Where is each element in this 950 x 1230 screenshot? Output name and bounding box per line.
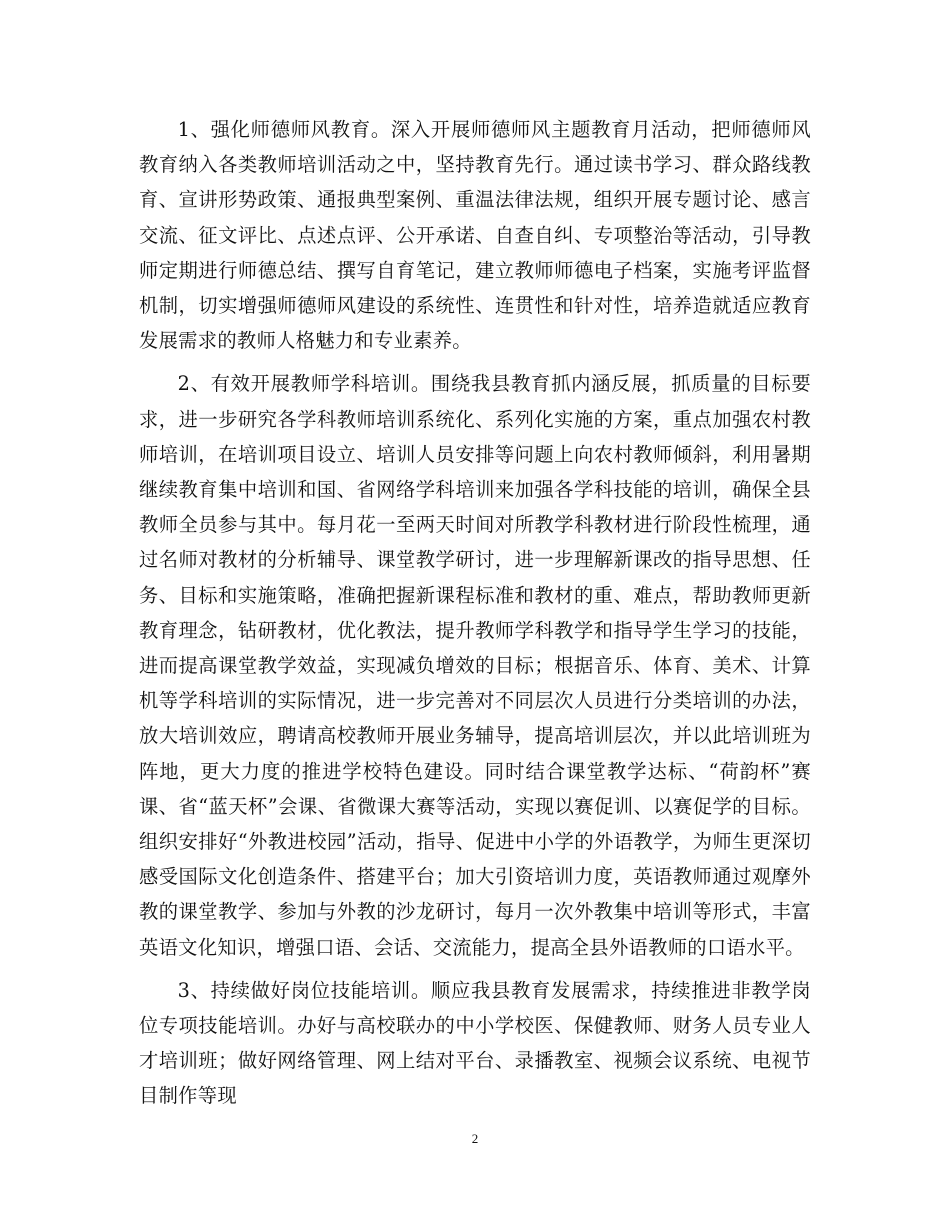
paragraph-1: 1、强化师德师风教育。深入开展师德师风主题教育月活动，把师德师风教育纳入各类教师培训活动之中，坚持教育先行。通过读书学习、群众路线教育、宣讲形势政策、通报典型案例、重温法律法规，组织开展专题讨论、感言交流、征文评比、点述点评、公开承诺、自查自纠、专项整治等活动，引导教师定期进行师德总结、撰写自育笔记，建立教师师德电子档案，实施考评监督机制，切实增强师德师风建设的系统性、连贯性和针对性，培养造就适应教育发展需求的教师人格魅力和专业素养。 (139, 118, 811, 353)
paragraph-2: 2、有效开展教师学科培训。围绕我县教育抓内涵反展，抓质量的目标要求，进一步研究各学科教师培训系统化、系列化实施的方案，重点加强农村教师培训，在培训项目设立、培训人员安排等问题上向农村教师倾斜，利用暑期继续教育集中培训和国、省网络学科培训来加强各学科技能的培训，确保全县教师全员参与其中。每月花一至两天时间对所教学科教材进行阶段性梳理，通过名师对教材的分析辅导、课堂教学研讨，进一步理解新课改的指导思想、任务、目标和实施策略，准确把握新课程标准和教材的重、难点，帮助教师更新教育理念，钻研教材，优化教法，提升教师学科教学和指导学生学习的技能，进而提高课堂教学效益，实现减负增效的目标；根据音乐、体育、美术、计算机等学科培训的实际情况，进一步完善对不同层次人员进行分类培训的办法，放大培训效应，聘请高校教师开展业务辅导，提高培训层次，并以此培训班为阵地，更大力度的推进学校特色建设。同时结合课堂教学达标、“荷韵杯”赛课、省“蓝天杯”会课、省微课大赛等活动，实现以赛促训、以赛促学的目标。组织安排好“外教进校园”活动，指导、促进中小学的外语教学，为师生更深切感受国际文化创造条件、搭建平台；加大引资培训力度，英语教师通过观摩外教的课堂教学、参加与外教的沙龙研讨，每月一次外教集中培训等形式，丰富英语文化知识，增强口语、会话、交流能力，提高全县外语教师的口语水平。 (139, 372, 811, 959)
paragraph-3: 3、持续做好岗位技能培训。顺应我县教育发展需求，持续推进非教学岗位专项技能培训。办好与高校联办的中小学校医、保健教师、财务人员专业人才培训班；做好网络管理、网上结对平台、录播教室、视频会议系统、电视节目制作等现 (139, 978, 811, 1108)
document-body (139, 112, 811, 1122)
page-number: 2 (471, 1131, 479, 1146)
